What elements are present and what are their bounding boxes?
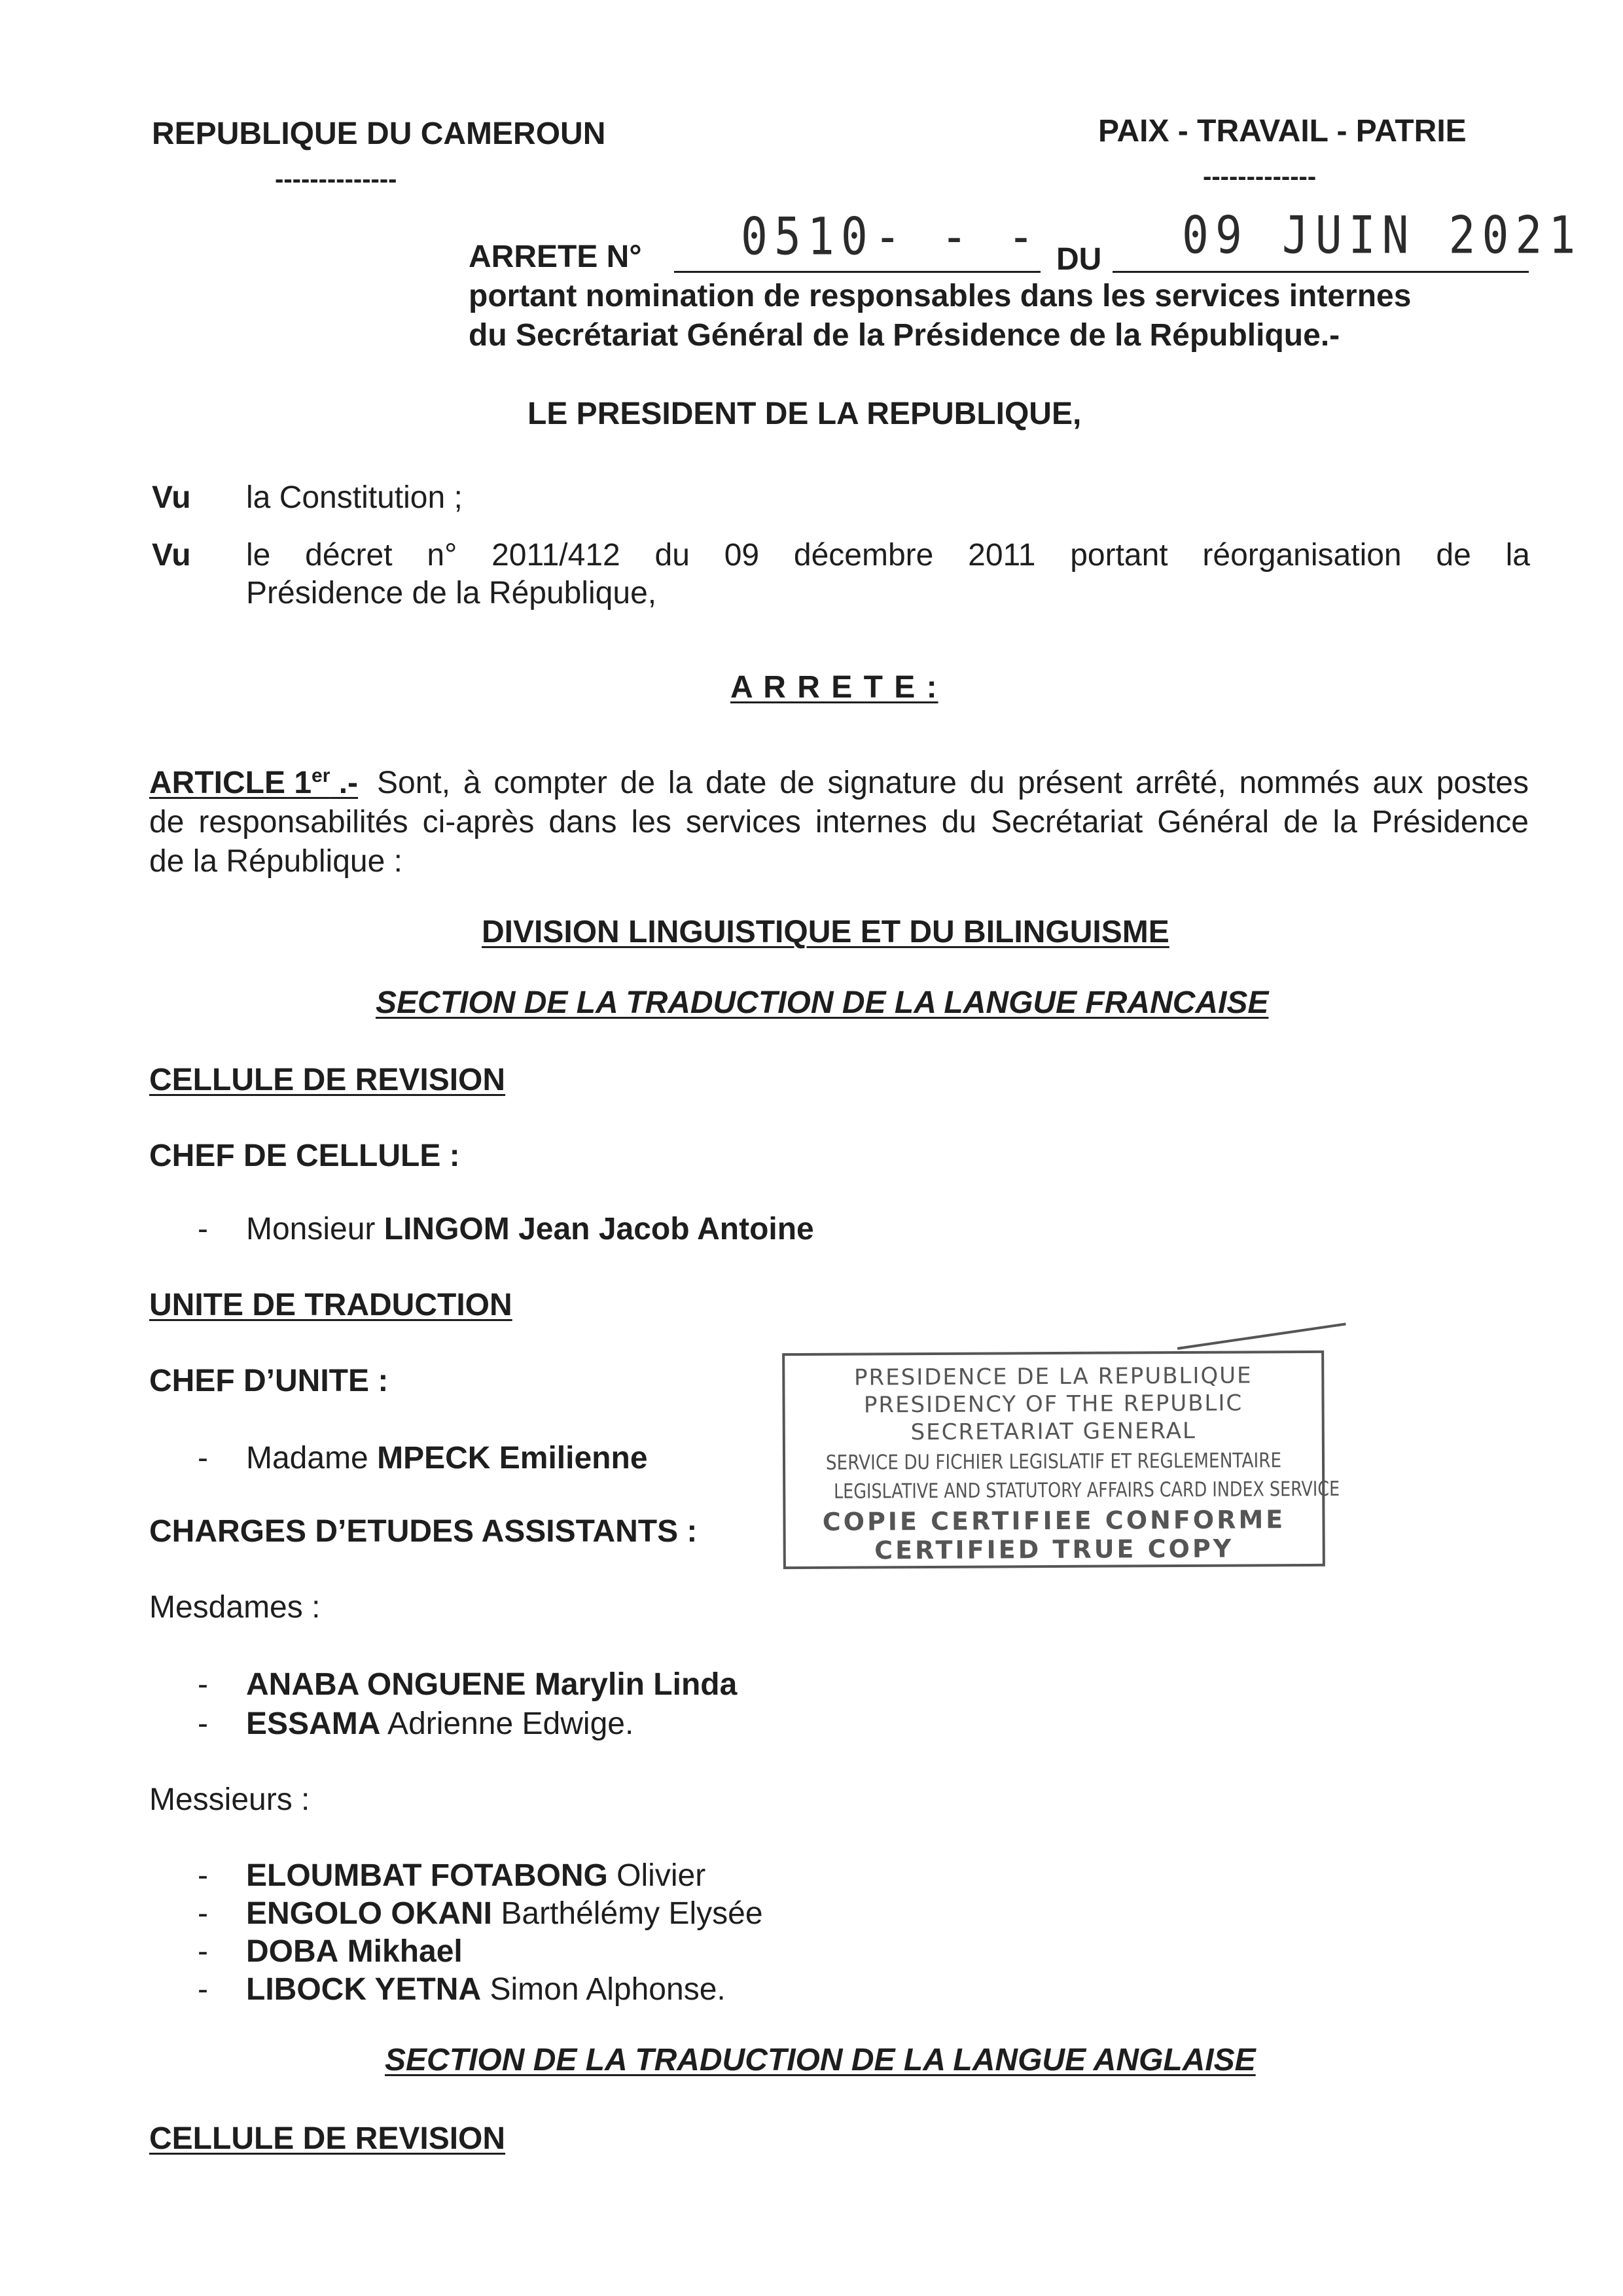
stamp-line-5: LEGISLATIVE AND STATUTORY AFFAIRS CARD INDEX SERVICE: [833, 1477, 1340, 1504]
dash: -: [198, 1858, 208, 1893]
decree-number: 0510- - -: [741, 207, 1041, 267]
article1-label-text: ARTICLE 1: [149, 766, 312, 800]
decree-subject-line2: du Secrétariat Général de la Présidence de la République.-: [469, 318, 1340, 353]
chef-cellule-title: Monsieur: [246, 1212, 376, 1246]
stamp-slash: [1177, 1322, 1346, 1349]
decree-subject-line1: portant nomination de responsables dans les services internes: [469, 279, 1412, 313]
person-surname: ELOUMBAT FOTABONG: [246, 1858, 608, 1893]
certified-copy-stamp: [782, 1351, 1340, 1569]
cellule-revision-heading-2: CELLULE DE REVISION: [149, 2121, 506, 2156]
dash: -: [198, 1667, 208, 1702]
stamp-line-7: CERTIFIED TRUE COPY: [874, 1534, 1234, 1565]
cellule-revision-heading: CELLULE DE REVISION: [149, 1063, 506, 1097]
mesdames-label: Mesdames :: [149, 1590, 321, 1625]
decree-number-line: [674, 271, 1041, 273]
stamp-line-6: COPIE CERTIFIEE CONFORME: [822, 1505, 1286, 1536]
chef-cellule-name: LINGOM Jean Jacob Antoine: [383, 1212, 814, 1246]
vu-text-2-line2: Présidence de la République,: [246, 576, 657, 610]
chef-cellule-heading: CHEF DE CELLULE :: [149, 1139, 460, 1173]
unite-traduction-heading: UNITE DE TRADUCTION: [149, 1288, 512, 1322]
dash: -: [198, 1972, 208, 2007]
arrete-heading: A R R E T E :: [730, 670, 938, 705]
decree-du: DU: [1056, 242, 1102, 277]
chef-unite-title: Madame: [246, 1441, 368, 1475]
article1-sup: er: [312, 765, 330, 786]
charges-heading: CHARGES D’ETUDES ASSISTANTS :: [149, 1514, 698, 1549]
stamp-line-3: SECRETARIAT GENERAL: [910, 1417, 1197, 1446]
header-left-dashes: --------------: [275, 165, 397, 194]
header-right-dashes: -------------: [1203, 162, 1317, 191]
person-surname: ESSAMA: [246, 1706, 381, 1741]
messieurs-item-2: [246, 1895, 763, 1933]
stamp-line-4: SERVICE DU FICHIER LEGISLATIF ET REGLEMENTAIRE: [825, 1449, 1282, 1475]
messieurs-item-1: [246, 1857, 705, 1895]
decree-date-line: [1113, 271, 1529, 273]
article1-suffix: .-: [330, 766, 359, 800]
person-given: Mikhael: [347, 1934, 463, 1969]
person-surname: LIBOCK YETNA: [246, 1972, 482, 2007]
header-left: REPUBLIQUE DU CAMEROUN: [152, 116, 606, 151]
person-given: Adrienne Edwige.: [387, 1706, 634, 1741]
person-surname: ANABA ONGUENE: [246, 1667, 526, 1702]
person-surname: DOBA: [246, 1934, 339, 1969]
chef-unite-heading: CHEF D’UNITE :: [149, 1364, 389, 1398]
dash: -: [198, 1934, 208, 1969]
messieurs-label: Messieurs :: [149, 1782, 310, 1817]
vu-text-1: la Constitution ;: [246, 480, 463, 515]
mesdames-item-1: [246, 1666, 737, 1704]
article1-line2: de responsabilités ci-après dans les services internes du Secrétariat Général de la Présidence: [149, 805, 1529, 839]
president-heading: LE PRESIDENT DE LA REPUBLIQUE,: [527, 397, 1082, 431]
vu-label-1: Vu: [152, 480, 191, 515]
person-given: Barthélémy Elysée: [501, 1896, 763, 1931]
person-surname: ENGOLO OKANI: [246, 1896, 493, 1931]
section-en-title: SECTION DE LA TRADUCTION DE LA LANGUE ANGLAISE: [385, 2043, 1256, 2077]
chef-unite-person: [246, 1439, 648, 1477]
section-fr-title: SECTION DE LA TRADUCTION DE LA LANGUE FRANCAISE: [376, 985, 1269, 1020]
header-right: PAIX - TRAVAIL - PATRIE: [1098, 114, 1467, 149]
chef-unite-name: MPECK Emilienne: [377, 1441, 648, 1475]
dash: -: [198, 1706, 208, 1741]
messieurs-item-4: [246, 1971, 726, 2009]
dash: -: [198, 1441, 208, 1475]
vu-label-2: Vu: [152, 538, 191, 573]
stamp-line-1: PRESIDENCE DE LA REPUBLIQUE: [853, 1362, 1253, 1391]
stamp-line-2: PRESIDENCY OF THE REPUBLIC: [863, 1390, 1243, 1419]
vu-text-2-line1: le décret n° 2011/412 du 09 décembre 2011 portant réorganisation de la: [246, 538, 1530, 573]
division-title: DIVISION LINGUISTIQUE ET DU BILINGUISME: [482, 915, 1169, 949]
article1-label: [149, 764, 358, 802]
person-given: Marylin Linda: [534, 1667, 738, 1702]
mesdames-item-2: [246, 1705, 633, 1743]
article1-line1: Sont, à compter de la date de signature du présent arrêté, nommés aux postes: [377, 766, 1529, 800]
person-given: Olivier: [616, 1858, 706, 1893]
article1-line3: de la République :: [149, 844, 402, 879]
messieurs-item-3: [246, 1933, 463, 1971]
dash: -: [198, 1212, 208, 1246]
decree-prefix: ARRETE N°: [469, 239, 642, 274]
dash: -: [198, 1896, 208, 1931]
chef-cellule-person: [246, 1210, 814, 1248]
decree-date: 09 JUIN 2021: [1182, 206, 1582, 266]
person-given: Simon Alphonse.: [490, 1972, 726, 2007]
